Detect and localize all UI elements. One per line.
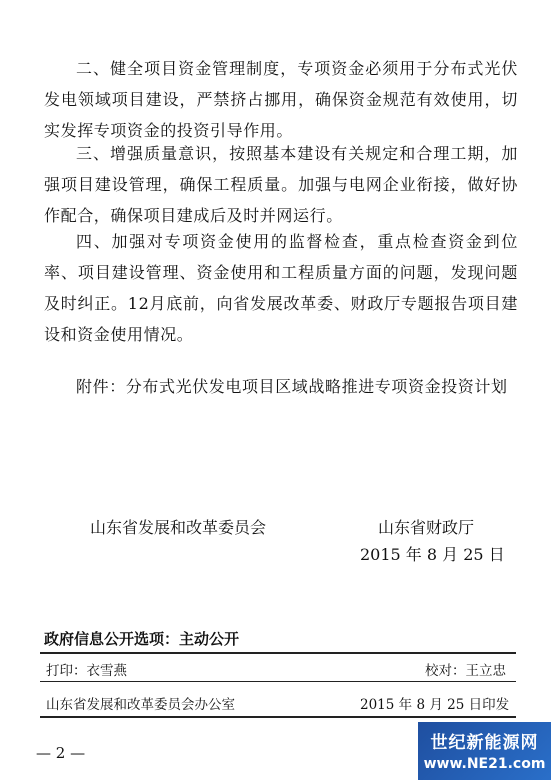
issuing-office: 山东省发展和改革委员会办公室 <box>46 697 235 713</box>
paragraph-three: 三、增强质量意识，按照基本建设有关规定和合理工期，加强项目建设管理，确保工程质量。加强与电网企业衔接，做好协作配合，确保项目建成后及时并网运行。 <box>44 144 518 225</box>
watermark-url: www.NE21.com <box>423 756 546 772</box>
signature-date: 2015 年 8 月 25 日 <box>360 545 505 564</box>
issue-date: 2015 年 8 月 25 日印发 <box>360 697 510 713</box>
typist-label: 打印：衣雪燕 <box>46 663 127 679</box>
divider-middle <box>40 681 516 682</box>
page-number: — 2 — <box>36 744 86 762</box>
watermark-title: 世纪新能源网 <box>430 733 539 753</box>
attachment-line: 附件：分布式光伏发电项目区域战略推进专项资金投资计划 <box>76 377 508 396</box>
disclosure-option: 政府信息公开选项：主动公开 <box>44 630 240 648</box>
signature-org-ndrc: 山东省发展和改革委员会 <box>90 518 267 537</box>
divider-top <box>40 652 516 654</box>
paragraph-two: 二、健全项目资金管理制度，专项资金必须用于分布式光伏发电领域项目建设，严禁挤占挪用，确保资金规范有效使用，切实发挥专项资金的投资引导作用。 <box>44 59 518 140</box>
watermark-logo <box>418 722 551 780</box>
signature-org-finance: 山东省财政厅 <box>378 518 475 537</box>
divider-bottom <box>40 716 516 718</box>
proofreader-label: 校对：王立忠 <box>425 663 506 679</box>
paragraph-four: 四、加强对专项资金使用的监督检查，重点检查资金到位率、项目建设管理、资金使用和工程质量方面的问题，发现问题及时纠正。12月底前，向省发展改革委、财政厅专题报告项目建设和资金使用情况。 <box>44 232 518 344</box>
